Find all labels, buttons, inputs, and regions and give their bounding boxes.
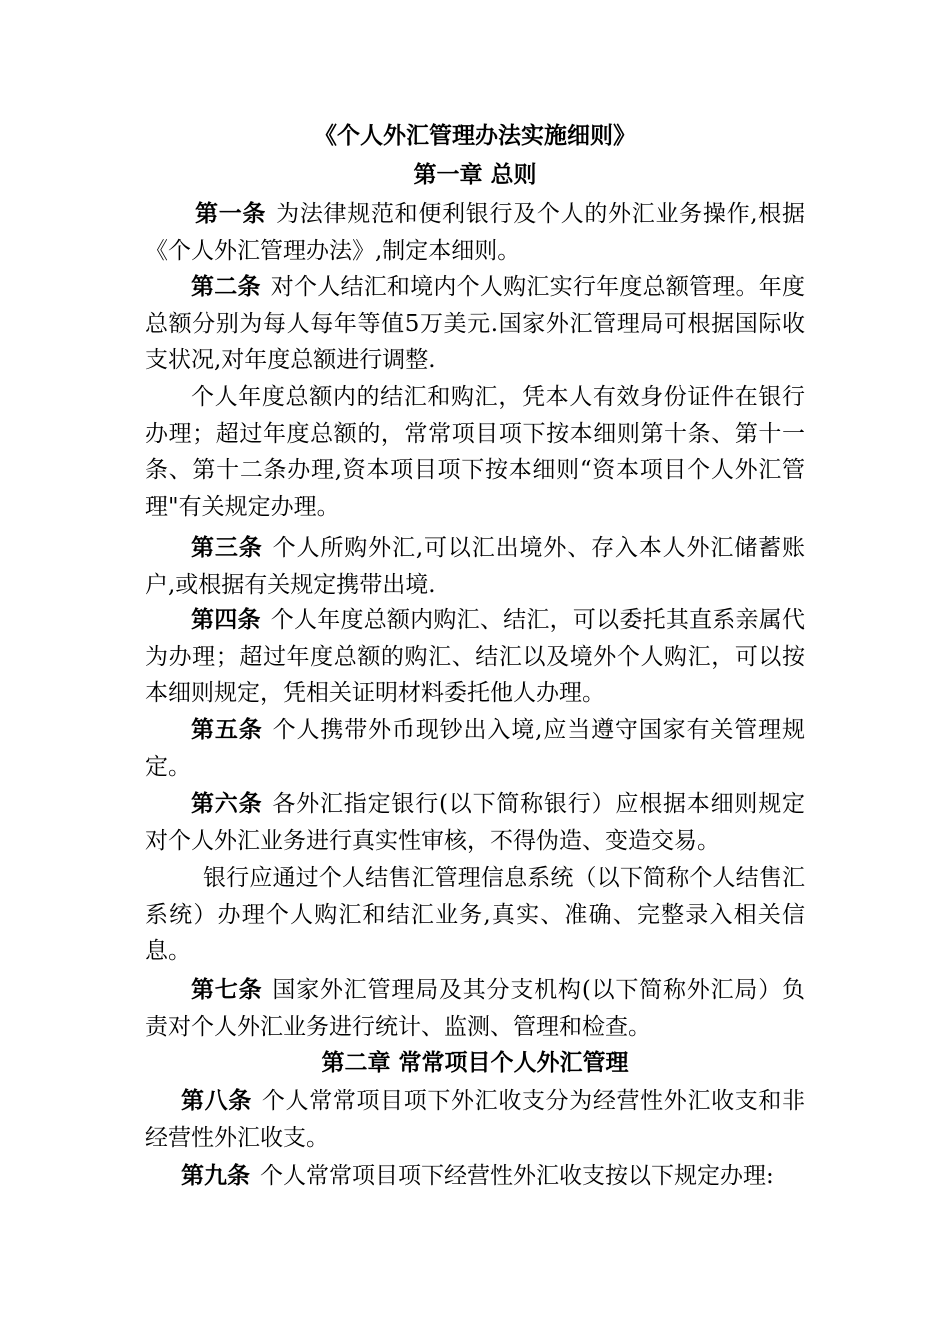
article-label: 第三条 xyxy=(191,534,263,561)
article-text: 个人年度总额内购汇、结汇，可以委托其直系亲属代为办理；超过年度总额的购汇、结汇以及境外个人购汇，可以按本细则规定，凭相关证明材料委托他人办理。 xyxy=(145,607,806,706)
article-label: 第二条 xyxy=(191,273,261,300)
article-3 xyxy=(145,530,805,603)
article-text: 各外汇指定银行(以下简称银行）应根据本细则规定对个人外汇业务进行真实性审核，不得伪造、变造交易。 xyxy=(145,791,805,854)
article-9 xyxy=(145,1158,805,1195)
article-text: 为法律规范和便利银行及个人的外汇业务操作,根据《个人外汇管理办法》,制定本细则。 xyxy=(145,201,806,264)
article-label: 第八条 xyxy=(181,1087,252,1114)
article-label: 第九条 xyxy=(181,1162,250,1189)
paragraph-text: 个人年度总额内的结汇和购汇，凭本人有效身份证件在银行办理；超过年度总额的，常常项目项下按本细则第十条、第十一条、第十二条办理,资本项目项下按本细则“资本项目个人外汇管理"有关规定办理。 xyxy=(145,384,805,520)
article-7 xyxy=(145,972,805,1045)
article-label: 第七条 xyxy=(191,976,263,1003)
paragraph-text: 银行应通过个人结售汇管理信息系统（以下简称个人结售汇系统）办理个人购汇和结汇业务,真实、准确、完整录入相关信息。 xyxy=(145,865,805,964)
article-label: 第六条 xyxy=(191,790,263,817)
article-label: 第四条 xyxy=(191,606,261,633)
paragraph-annual-quota xyxy=(145,379,805,525)
article-text: 国家外汇管理局及其分支机构(以下简称外汇局）负责对个人外汇业务进行统计、监测、管理和检查。 xyxy=(145,977,805,1040)
article-text: 对个人结汇和境内个人购汇实行年度总额管理。年度总额分别为每人每年等值5万美元.国家外汇管理局可根据国际收支状况,对年度总额进行调整. xyxy=(145,274,806,373)
article-1 xyxy=(145,196,805,269)
article-label: 第五条 xyxy=(191,716,263,743)
article-text: 个人常常项目项下经营性外汇收支按以下规定办理: xyxy=(260,1163,774,1189)
chapter-heading-2: 第二章 常常项目个人外汇管理 xyxy=(321,1049,629,1076)
article-4 xyxy=(145,602,805,712)
article-6 xyxy=(145,786,805,859)
document-title: 《个人外汇管理办法实施细则》 xyxy=(314,122,636,149)
chapter-heading-1: 第一章 总则 xyxy=(413,161,537,188)
article-2 xyxy=(145,269,805,379)
paragraph-bank-system xyxy=(145,860,805,970)
article-label: 第一条 xyxy=(195,200,267,227)
article-5 xyxy=(145,712,805,785)
article-text: 个人所购外汇,可以汇出境外、存入本人外汇储蓄账户,或根据有关规定携带出境. xyxy=(145,535,806,598)
article-text: 个人携带外币现钞出入境,应当遵守国家有关管理规定。 xyxy=(145,717,806,780)
article-text: 个人常常项目项下外汇收支分为经营性外汇收支和非经营性外汇收支。 xyxy=(145,1088,806,1151)
article-8 xyxy=(145,1083,805,1156)
